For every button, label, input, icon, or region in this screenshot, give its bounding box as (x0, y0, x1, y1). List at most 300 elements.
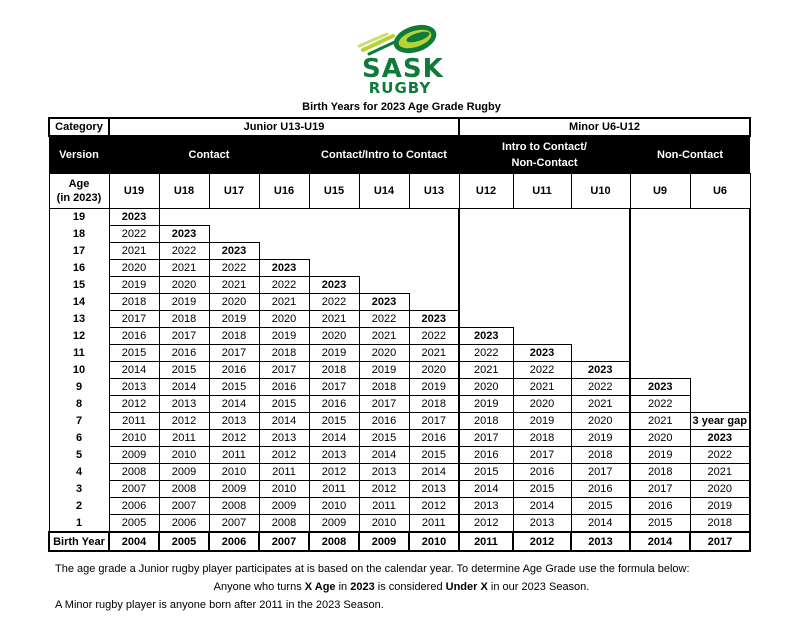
birth-year-cell: 2019 (571, 430, 630, 447)
birth-year-cell: 2017 (309, 379, 359, 396)
birth-year-cell: 2020 (159, 277, 209, 294)
birth-year-cell: 2010 (159, 447, 209, 464)
birth-year-cell: 2016 (409, 430, 459, 447)
birth-year-cell: 2015 (409, 447, 459, 464)
birth-year-cell: 2022 (309, 294, 359, 311)
version-intro-line1: Intro to Contact/ (502, 141, 587, 153)
table-row (49, 311, 750, 328)
birth-year-cell (630, 260, 690, 277)
birth-year-cell: 2019 (259, 328, 309, 345)
note-formula (55, 578, 748, 596)
birth-year-cell: 2017 (513, 447, 571, 464)
birth-year-cell: 2011 (209, 447, 259, 464)
birth-year-total: 2005 (159, 532, 209, 551)
birth-year-cell: 2020 (259, 311, 309, 328)
birth-year-cell (571, 226, 630, 243)
birth-year-cell (513, 243, 571, 260)
birth-year-cell: 2020 (209, 294, 259, 311)
birth-year-cell: 2018 (513, 430, 571, 447)
logo-word-sask: SASK (362, 54, 444, 84)
birth-year-cell (459, 209, 513, 226)
birth-year-cell (630, 362, 690, 379)
age-value: 9 (49, 379, 109, 396)
table-row (49, 209, 750, 226)
birth-year-cell (309, 260, 359, 277)
age-value: 14 (49, 294, 109, 311)
notes (55, 560, 748, 614)
birth-year-cell: 2018 (259, 345, 309, 362)
birth-year-cell (259, 209, 309, 226)
table-row (49, 277, 750, 294)
birth-year-cell: 2012 (459, 515, 513, 533)
note-text-bold: X Age (304, 581, 336, 593)
birth-year-cell (690, 209, 750, 226)
birth-year-cell: 2022 (259, 277, 309, 294)
category-junior: Junior U13-U19 (109, 118, 459, 136)
grade-header: U16 (259, 174, 309, 209)
birth-year-cell (513, 260, 571, 277)
birth-year-cell (571, 243, 630, 260)
birth-year-cell: 2013 (513, 515, 571, 533)
birth-year-cell: 2012 (109, 396, 159, 413)
category-row (49, 118, 750, 136)
table-row (49, 396, 750, 413)
birth-year-cell (571, 328, 630, 345)
birth-year-cell: 2021 (513, 379, 571, 396)
table-row (49, 447, 750, 464)
birth-year-cell: 2021 (159, 260, 209, 277)
birth-year-cell: 2023 (159, 226, 209, 243)
grade-header: U13 (409, 174, 459, 209)
version-contact: Contact (109, 136, 309, 174)
birth-year-cell: 2022 (359, 311, 409, 328)
birth-year-cell: 2020 (459, 379, 513, 396)
birth-year-cell: 2020 (513, 396, 571, 413)
age-label (49, 174, 109, 209)
grade-header: U9 (630, 174, 690, 209)
birth-year-cell: 2013 (359, 464, 409, 481)
birth-year-cell: 2021 (571, 396, 630, 413)
birth-year-cell: 2017 (259, 362, 309, 379)
birth-year-cell (409, 226, 459, 243)
birth-year-cell: 2021 (259, 294, 309, 311)
birth-year-cell: 2006 (109, 498, 159, 515)
age-value: 13 (49, 311, 109, 328)
birth-year-cell: 2023 (109, 209, 159, 226)
note-text-bold: Under X (445, 581, 488, 593)
birth-year-cell (259, 243, 309, 260)
birth-year-cell: 2007 (109, 481, 159, 498)
birth-year-cell: 2019 (309, 345, 359, 362)
birth-year-cell: 2014 (409, 464, 459, 481)
birth-year-cell: 2022 (409, 328, 459, 345)
note-text: in (335, 581, 351, 593)
birth-year-cell: 2023 (690, 430, 750, 447)
age-value: 1 (49, 515, 109, 533)
birth-year-cell: 2012 (209, 430, 259, 447)
birth-year-cell (459, 243, 513, 260)
birth-year-cell (690, 362, 750, 379)
birth-year-cell: 2018 (409, 396, 459, 413)
birth-year-cell: 2013 (459, 498, 513, 515)
birth-year-cell: 2014 (359, 447, 409, 464)
birth-year-cell: 2018 (159, 311, 209, 328)
birth-year-cell: 2010 (209, 464, 259, 481)
birth-year-cell (209, 209, 259, 226)
grade-header: U19 (109, 174, 159, 209)
birth-year-total: 2006 (209, 532, 259, 551)
birth-year-cell: 2020 (359, 345, 409, 362)
birth-year-cell: 2017 (571, 464, 630, 481)
age-value: 5 (49, 447, 109, 464)
birth-year-cell (513, 209, 571, 226)
table-row (49, 362, 750, 379)
birth-year-cell (459, 311, 513, 328)
birth-year-cell (409, 260, 459, 277)
age-value: 6 (49, 430, 109, 447)
birth-year-cell (513, 328, 571, 345)
table-row (49, 430, 750, 447)
birth-year-cell: 2008 (209, 498, 259, 515)
table-row (49, 498, 750, 515)
birth-year-cell: 2021 (359, 328, 409, 345)
birth-year-cell: 2023 (459, 328, 513, 345)
birth-year-cell (359, 243, 409, 260)
birth-year-cell: 2008 (109, 464, 159, 481)
birth-year-cell: 2011 (259, 464, 309, 481)
table-row (49, 379, 750, 396)
birth-year-cell: 2012 (259, 447, 309, 464)
birth-year-cell (630, 345, 690, 362)
birth-year-cell (513, 294, 571, 311)
birth-year-cell: 2018 (209, 328, 259, 345)
birth-year-total: 2004 (109, 532, 159, 551)
age-value: 8 (49, 396, 109, 413)
birth-year-cell (259, 226, 309, 243)
birth-year-cell: 2019 (359, 362, 409, 379)
table-row (49, 481, 750, 498)
age-label-line1: Age (68, 178, 90, 190)
birth-year-cell (630, 243, 690, 260)
birth-year-total: 2017 (690, 532, 750, 551)
birth-year-cell: 2013 (109, 379, 159, 396)
birth-year-cell: 2016 (513, 464, 571, 481)
birth-year-cell: 2020 (409, 362, 459, 379)
birth-year-cell: 2022 (109, 226, 159, 243)
birth-year-cell: 2017 (630, 481, 690, 498)
age-value: 15 (49, 277, 109, 294)
birth-year-cell: 2019 (513, 413, 571, 430)
birth-year-cell (690, 345, 750, 362)
version-contact-intro: Contact/Intro to Contact (309, 136, 459, 174)
birth-year-cell: 2020 (571, 413, 630, 430)
birth-year-cell: 2022 (513, 362, 571, 379)
birth-year-cell: 2011 (309, 481, 359, 498)
birth-year-cell: 2021 (209, 277, 259, 294)
birth-year-cell: 2013 (409, 481, 459, 498)
birth-year-cell: 2014 (513, 498, 571, 515)
birth-year-cell (309, 209, 359, 226)
birth-year-cell: 2016 (630, 498, 690, 515)
age-grade-table (48, 117, 751, 552)
birth-year-cell (459, 294, 513, 311)
age-header-row (49, 174, 750, 209)
table-row (49, 345, 750, 362)
birth-year-cell: 2009 (209, 481, 259, 498)
birth-year-cell: 2014 (309, 430, 359, 447)
birth-year-cell (513, 277, 571, 294)
birth-year-cell: 2005 (109, 515, 159, 533)
birth-year-cell: 2013 (209, 413, 259, 430)
version-intro-noncontact (459, 136, 630, 174)
age-value: 10 (49, 362, 109, 379)
birth-year-cell (359, 260, 409, 277)
birth-year-cell: 2019 (409, 379, 459, 396)
age-value: 3 (49, 481, 109, 498)
birth-year-cell: 2015 (209, 379, 259, 396)
birth-year-cell: 2014 (259, 413, 309, 430)
note-text: is considered (374, 581, 446, 593)
birth-year-cell (159, 209, 209, 226)
birth-year-cell (459, 226, 513, 243)
grade-header: U12 (459, 174, 513, 209)
birth-year-cell: 2009 (309, 515, 359, 533)
birth-year-cell (690, 260, 750, 277)
birth-year-cell (690, 277, 750, 294)
birth-year-cell: 2017 (359, 396, 409, 413)
age-value: 16 (49, 260, 109, 277)
birth-year-cell: 2015 (630, 515, 690, 533)
birth-year-cell: 2014 (209, 396, 259, 413)
age-label-line2: (in 2023) (56, 192, 102, 204)
birth-year-cell: 2016 (209, 362, 259, 379)
birth-year-cell (690, 243, 750, 260)
birth-year-cell: 2008 (259, 515, 309, 533)
birth-year-cell (359, 226, 409, 243)
birth-year-cell: 2017 (109, 311, 159, 328)
birth-year-cell: 2016 (359, 413, 409, 430)
birth-year-cell (409, 277, 459, 294)
table-row (49, 464, 750, 481)
age-value: 11 (49, 345, 109, 362)
table-row (49, 413, 750, 430)
birth-year-cell (571, 277, 630, 294)
birth-year-cell: 2011 (109, 413, 159, 430)
birth-year-total: 2013 (571, 532, 630, 551)
note-text: in our 2023 Season. (487, 581, 590, 593)
birth-year-cell (571, 209, 630, 226)
birth-year-total: 2012 (513, 532, 571, 551)
birth-year-cell (409, 294, 459, 311)
birth-year-cell: 2016 (259, 379, 309, 396)
birth-year-cell: 2023 (630, 379, 690, 396)
grade-header: U11 (513, 174, 571, 209)
birth-year-cell (690, 294, 750, 311)
birth-year-cell: 3 year gap (690, 413, 750, 430)
birth-year-cell (309, 243, 359, 260)
birth-year-cell: 2019 (209, 311, 259, 328)
birth-year-cell (513, 226, 571, 243)
birth-year-cell: 2016 (159, 345, 209, 362)
birth-year-cell: 2021 (690, 464, 750, 481)
birth-year-cell: 2020 (309, 328, 359, 345)
birth-year-cell: 2015 (359, 430, 409, 447)
birth-year-cell (571, 311, 630, 328)
birth-year-cell (409, 209, 459, 226)
birth-year-cell: 2016 (109, 328, 159, 345)
age-value: 2 (49, 498, 109, 515)
birth-year-cell: 2018 (630, 464, 690, 481)
age-value: 12 (49, 328, 109, 345)
birth-year-cell: 2012 (359, 481, 409, 498)
birth-year-total: 2014 (630, 532, 690, 551)
birth-year-cell (209, 226, 259, 243)
birth-year-cell: 2022 (209, 260, 259, 277)
birth-year-cell (690, 396, 750, 413)
birth-year-cell: 2010 (359, 515, 409, 533)
birth-year-cell: 2019 (630, 447, 690, 464)
birth-year-cell: 2017 (409, 413, 459, 430)
birth-year-cell (571, 294, 630, 311)
birth-year-label: Birth Year (49, 532, 109, 551)
birth-year-cell (571, 260, 630, 277)
birth-year-cell: 2014 (109, 362, 159, 379)
birth-year-cell: 2018 (359, 379, 409, 396)
birth-year-cell: 2017 (209, 345, 259, 362)
page-title: Birth Years for 2023 Age Grade Rugby (302, 101, 501, 113)
birth-year-cell: 2018 (571, 447, 630, 464)
birth-year-cell: 2015 (109, 345, 159, 362)
birth-year-cell: 2010 (309, 498, 359, 515)
note-minor-definition: A Minor rugby player is anyone born after 2011 in the 2023 Season. (55, 599, 384, 611)
birth-year-cell (571, 345, 630, 362)
grade-header: U18 (159, 174, 209, 209)
birth-year-cell: 2022 (159, 243, 209, 260)
birth-year-cell: 2015 (513, 481, 571, 498)
birth-year-cell: 2020 (109, 260, 159, 277)
birth-year-cell (690, 226, 750, 243)
grade-header: U6 (690, 174, 750, 209)
table-row (49, 328, 750, 345)
birth-year-cell (630, 294, 690, 311)
birth-year-cell (513, 311, 571, 328)
birth-year-cell (630, 209, 690, 226)
birth-year-total: 2010 (409, 532, 459, 551)
birth-year-cell: 2009 (259, 498, 309, 515)
birth-year-cell: 2019 (690, 498, 750, 515)
version-label: Version (49, 136, 109, 174)
age-value: 17 (49, 243, 109, 260)
birth-year-cell: 2020 (630, 430, 690, 447)
birth-year-total: 2007 (259, 532, 309, 551)
birth-year-cell: 2023 (209, 243, 259, 260)
birth-year-cell: 2020 (690, 481, 750, 498)
birth-year-cell: 2018 (459, 413, 513, 430)
birth-year-cell: 2022 (571, 379, 630, 396)
age-value: 19 (49, 209, 109, 226)
birth-year-cell: 2017 (159, 328, 209, 345)
birth-year-cell: 2011 (159, 430, 209, 447)
grade-header: U10 (571, 174, 630, 209)
sask-rugby-logo (355, 20, 445, 100)
birth-year-cell (690, 379, 750, 396)
birth-year-cell: 2015 (571, 498, 630, 515)
grade-header: U15 (309, 174, 359, 209)
grade-header: U14 (359, 174, 409, 209)
birth-year-cell: 2018 (309, 362, 359, 379)
category-minor: Minor U6-U12 (459, 118, 750, 136)
birth-year-cell: 2016 (309, 396, 359, 413)
birth-year-cell: 2013 (159, 396, 209, 413)
birth-year-cell: 2015 (309, 413, 359, 430)
birth-year-cell: 2014 (571, 515, 630, 533)
birth-year-total: 2009 (359, 532, 409, 551)
birth-year-cell: 2023 (513, 345, 571, 362)
birth-year-cell (690, 311, 750, 328)
birth-year-cell: 2023 (409, 311, 459, 328)
birth-year-cell: 2015 (159, 362, 209, 379)
birth-year-cell: 2018 (109, 294, 159, 311)
birth-year-cell (630, 328, 690, 345)
age-value: 18 (49, 226, 109, 243)
birth-year-cell: 2021 (459, 362, 513, 379)
birth-year-cell (690, 328, 750, 345)
table-row (49, 294, 750, 311)
birth-year-cell: 2017 (459, 430, 513, 447)
birth-year-cell: 2022 (459, 345, 513, 362)
birth-year-cell: 2006 (159, 515, 209, 533)
version-intro-line2: Non-Contact (511, 157, 578, 169)
birth-year-cell: 2009 (159, 464, 209, 481)
birth-year-cell (459, 260, 513, 277)
birth-year-cell (309, 226, 359, 243)
birth-year-cell: 2007 (209, 515, 259, 533)
birth-year-cell: 2007 (159, 498, 209, 515)
birth-year-cell: 2010 (259, 481, 309, 498)
birth-year-cell: 2012 (159, 413, 209, 430)
version-noncontact: Non-Contact (630, 136, 750, 174)
birth-year-cell: 2011 (359, 498, 409, 515)
birth-year-cell: 2021 (409, 345, 459, 362)
birth-year-cell: 2012 (309, 464, 359, 481)
birth-year-cell: 2010 (109, 430, 159, 447)
table-row (49, 243, 750, 260)
birth-year-cell (630, 311, 690, 328)
birth-year-cell (459, 277, 513, 294)
birth-year-cell: 2018 (690, 515, 750, 533)
birth-year-cell (359, 277, 409, 294)
table-row (49, 260, 750, 277)
note-text: Anyone who turns (213, 581, 305, 593)
grade-header: U17 (209, 174, 259, 209)
birth-year-cell: 2013 (259, 430, 309, 447)
birth-year-cell: 2023 (259, 260, 309, 277)
birth-year-total: 2008 (309, 532, 359, 551)
table-row (49, 226, 750, 243)
birth-year-cell: 2019 (109, 277, 159, 294)
birth-year-cell: 2015 (259, 396, 309, 413)
category-label: Category (49, 118, 109, 136)
note-text-bold: 2023 (350, 581, 375, 593)
birth-year-cell: 2021 (630, 413, 690, 430)
birth-year-cell (409, 243, 459, 260)
age-value: 4 (49, 464, 109, 481)
birth-year-cell: 2012 (409, 498, 459, 515)
birth-year-cell (630, 226, 690, 243)
birth-year-cell: 2023 (571, 362, 630, 379)
birth-year-cell: 2014 (459, 481, 513, 498)
version-row (49, 136, 750, 174)
